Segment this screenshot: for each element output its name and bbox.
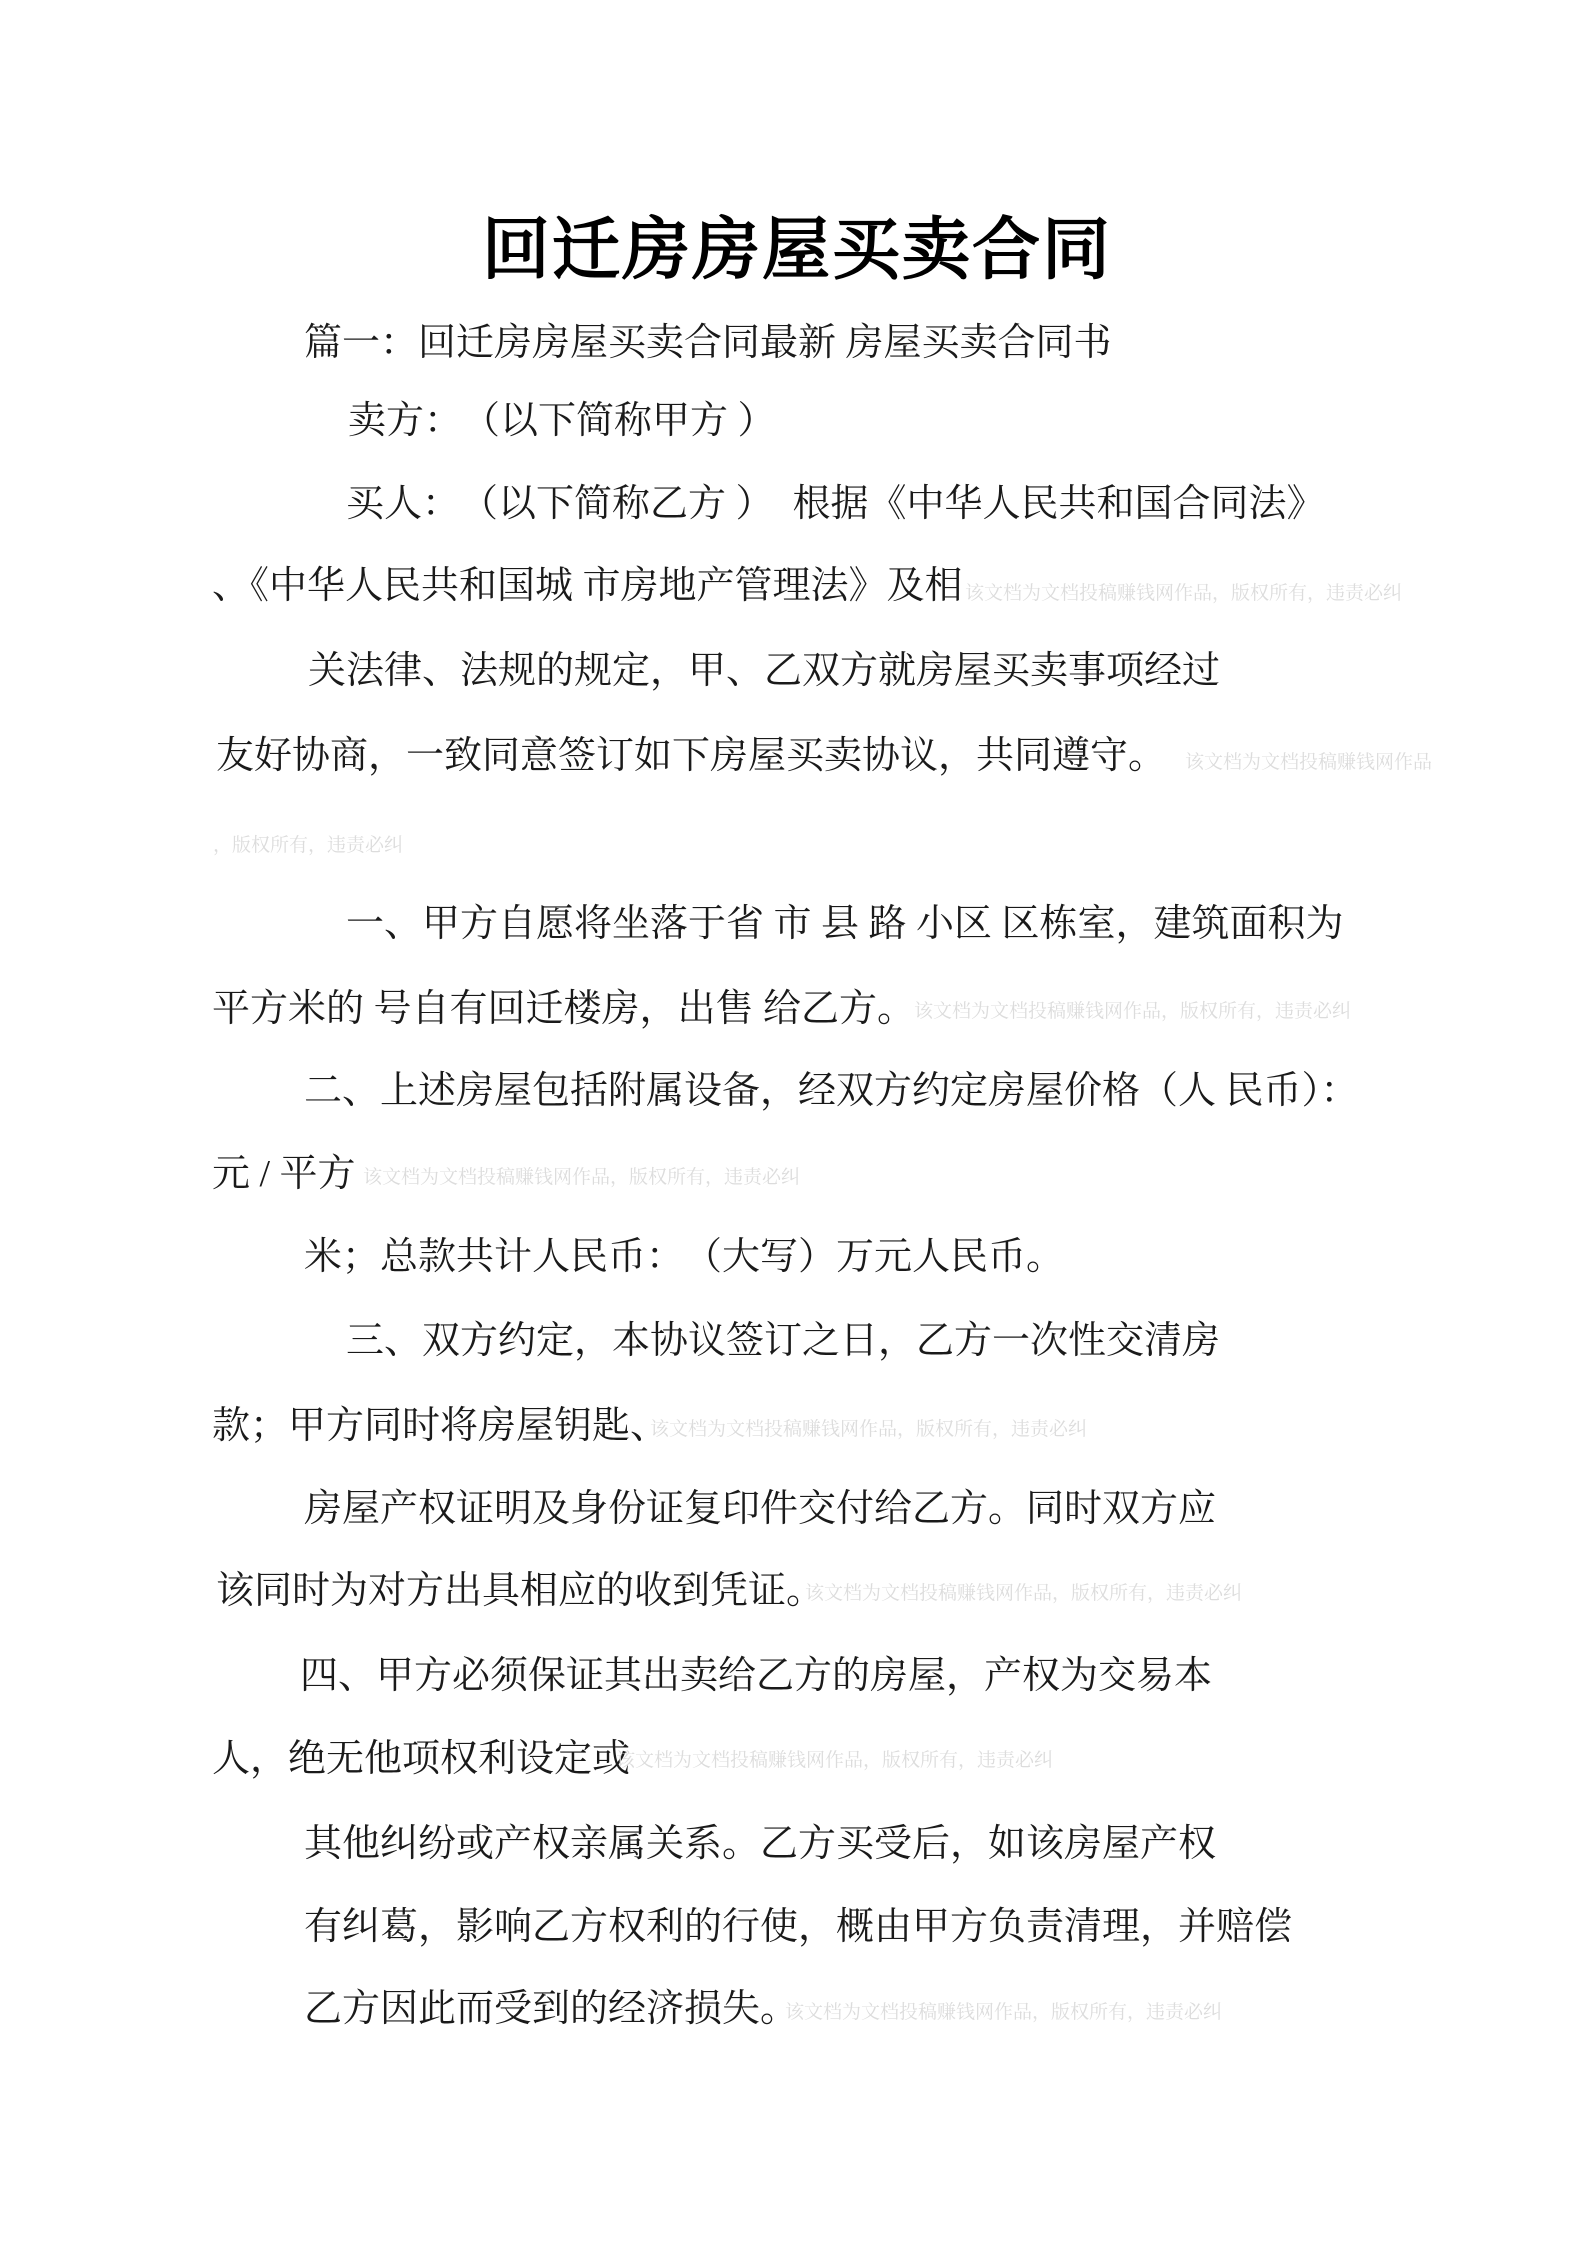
watermark: 该文档为文档投稿赚钱网作品，版权所有，违责必纠: [785, 2002, 1223, 2023]
watermark: ，版权所有，违责必纠: [213, 835, 404, 856]
paragraph-line: 三、双方约定，本协议签订之日，乙方一次性交清房: [346, 1320, 1221, 1362]
paragraph-line: 元 / 平方: [212, 1153, 356, 1195]
watermark: 该文档为文档投稿赚钱网作品，版权所有，违责必纠: [616, 1750, 1054, 1771]
document-title: 回迁房房屋买卖合同: [481, 212, 1112, 288]
paragraph-line: 有纠葛，影响乙方权利的行使，概由甲方负责清理，并赔偿: [304, 1906, 1293, 1948]
paragraph-line: 该同时为对方出具相应的收到凭证。: [216, 1570, 825, 1612]
paragraph-line: 买人： （以下简称乙方 ） 根据《中华人民共和国合同法》: [346, 483, 1325, 525]
paragraph-line: 其他纠纷或产权亲属关系。乙方买受后，如该房屋产权: [304, 1823, 1217, 1865]
watermark: 该文档为文档投稿赚钱网作品，版权所有，违责必纠: [650, 1419, 1088, 1440]
watermark: 该文档为文档投稿赚钱网作品: [1185, 752, 1433, 773]
paragraph-line: 款；甲方同时将房屋钥匙、: [212, 1405, 669, 1447]
paragraph-line: 平方米的 号自有回迁楼房，出售 给乙方。: [212, 988, 916, 1030]
paragraph-line: 房屋产权证明及身份证复印件交付给乙方。同时双方应: [304, 1488, 1217, 1530]
watermark: 该文档为文档投稿赚钱网作品，版权所有，违责必纠: [965, 583, 1403, 604]
paragraph-line: 关法律、法规的规定，甲、乙双方就房屋买卖事项经过: [308, 650, 1221, 692]
watermark: 该文档为文档投稿赚钱网作品，版权所有，违责必纠: [914, 1001, 1352, 1022]
paragraph-line: 篇一：回迁房房屋买卖合同最新 房屋买卖合同书: [304, 322, 1112, 364]
watermark: 该文档为文档投稿赚钱网作品，版权所有，违责必纠: [363, 1167, 801, 1188]
watermark: 该文档为文档投稿赚钱网作品，版权所有，违责必纠: [805, 1583, 1243, 1604]
paragraph-line: 卖方： （以下简称甲方 ）: [348, 400, 776, 442]
paragraph-line: 乙方因此而受到的经济损失。: [304, 1988, 799, 2030]
paragraph-line: 、《中华人民共和国城 市房地产管理法》及相: [212, 565, 963, 607]
paragraph-line: 一、甲方自愿将坐落于省 市 县 路 小区 区栋室，建筑面积为: [346, 903, 1344, 945]
paragraph-line: 米；总款共计人民币： （大写）万元人民币。: [304, 1236, 1065, 1278]
paragraph-line: 四、甲方必须保证其出卖给乙方的房屋，产权为交易本: [300, 1655, 1213, 1697]
paragraph-line: 二、上述房屋包括附属设备，经双方约定房屋价格（人 民币）：: [304, 1070, 1359, 1112]
paragraph-line: 友好协商，一致同意签订如下房屋买卖协议，共同遵守。: [216, 735, 1167, 777]
paragraph-line: 人，绝无他项权利设定或: [212, 1738, 631, 1780]
